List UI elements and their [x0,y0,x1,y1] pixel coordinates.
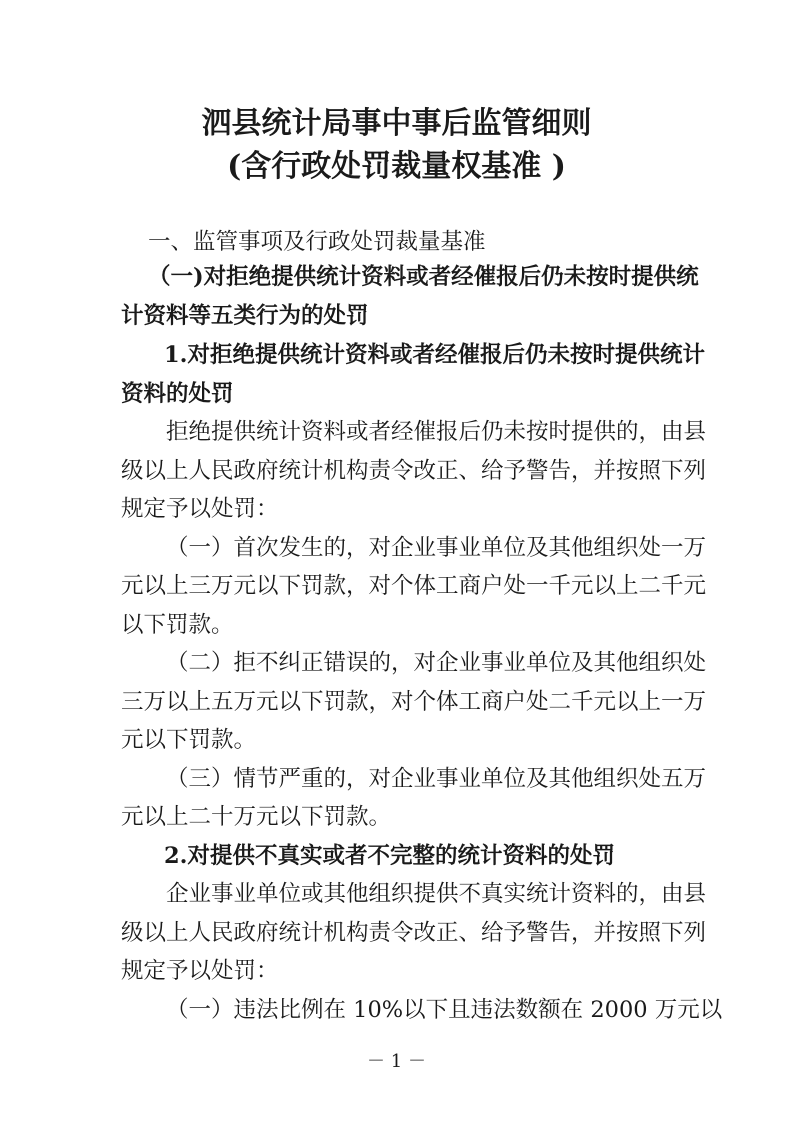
paragraph-line: 规定予以处罚： [121,496,279,522]
item-heading: 2.对提供不真实或者不完整的统计资料的处罚 [164,843,615,869]
section-heading: 一、监管事项及行政处罚裁量基准 [148,229,486,255]
clause-line: 元以上三万元以下罚款，对个体工商户处一千元以上二千元 [121,573,707,599]
clause-line: （一）违法比例在 10%以下且违法数额在 2000 万元以 [166,997,723,1023]
paragraph-line: 级以上人民政府统计机构责令改正、给予警告，并按照下列 [121,920,707,946]
paragraph-line: 规定予以处罚： [121,958,279,984]
clause-line: （三）情节严重的，对企业事业单位及其他组织处五万 [166,766,707,792]
subsection-heading-line-2: 计资料等五类行为的处罚 [121,303,369,329]
clause-line: （一）首次发生的，对企业事业单位及其他组织处一万 [166,535,707,561]
clause-line: 以下罚款。 [121,612,234,638]
item-heading-line-1: 1.对拒绝提供统计资料或者经催报后仍未按时提供统计 [164,342,705,368]
paragraph-line: 企业事业单位或其他组织提供不真实统计资料的，由县 [166,881,707,907]
item-heading-line-2: 资料的处罚 [121,381,234,407]
page-number: － 1 － [367,1051,426,1072]
clause-line: 三万以上五万元以下罚款，对个体工商户处二千元以上一万 [121,689,707,715]
document-title-line-2: (含行政处罚裁量权基准 ) [227,149,566,184]
paragraph-line: 级以上人民政府统计机构责令改正、给予警告，并按照下列 [121,458,707,484]
paragraph-line: 拒绝提供统计资料或者经催报后仍未按时提供的，由县 [166,419,707,445]
clause-line: 元以下罚款。 [121,727,257,753]
document-title-line-1: 泗县统计局事中事后监管细则 [201,106,592,141]
clause-line: （二）拒不纠正错误的，对企业事业单位及其他组织处 [166,650,707,676]
clause-line: 元以上二十万元以下罚款。 [121,804,392,830]
subsection-heading-line-1: （一)对拒绝提供统计资料或者经催报后仍未按时提供统 [148,264,699,290]
